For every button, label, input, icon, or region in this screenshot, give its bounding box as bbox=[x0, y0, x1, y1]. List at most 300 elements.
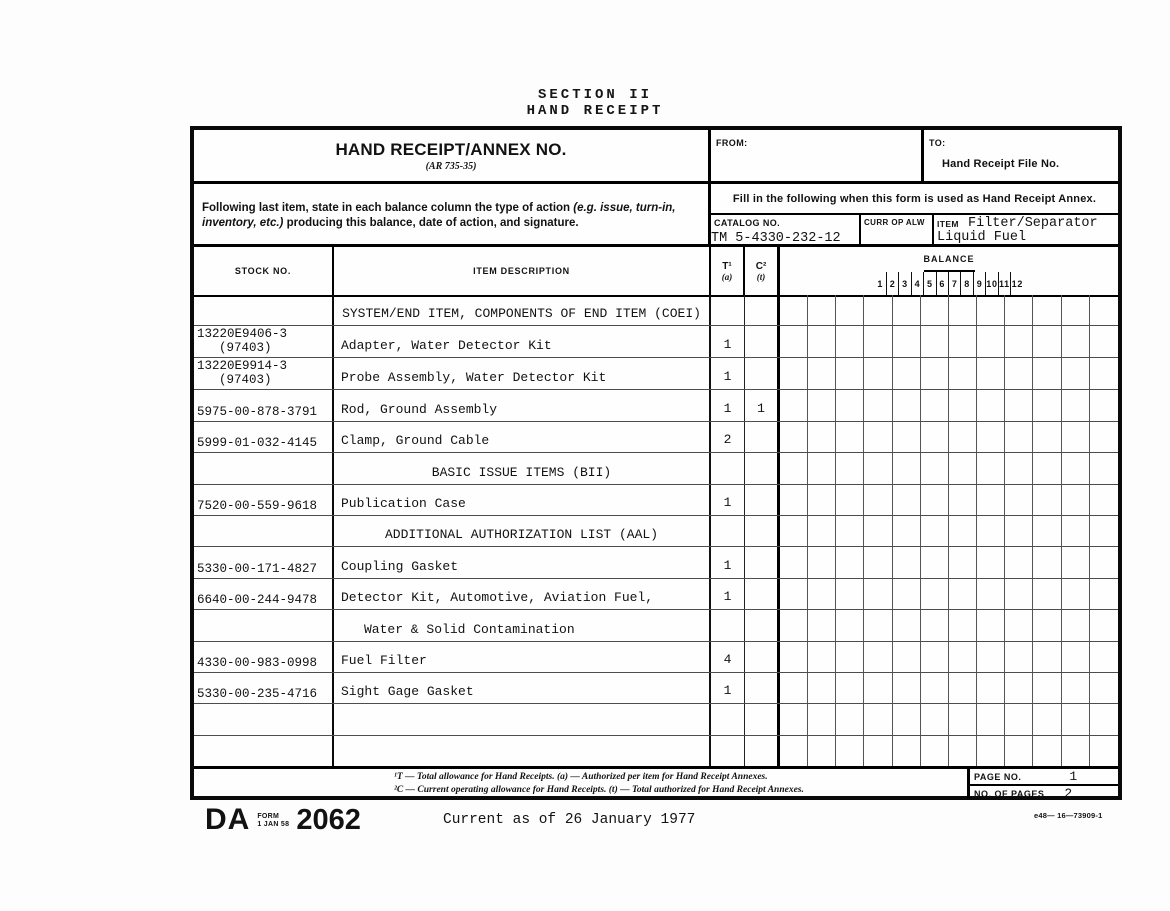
c-allowance-cell bbox=[745, 673, 780, 703]
form-subtitle: (AR 735-35) bbox=[425, 161, 477, 172]
balance-cell-10 bbox=[1033, 642, 1061, 672]
balance-cell-2 bbox=[808, 453, 836, 483]
balance-cell-8 bbox=[977, 516, 1005, 546]
stock-no-cell bbox=[194, 736, 334, 766]
balance-cell-10 bbox=[1033, 610, 1061, 640]
table-row bbox=[194, 390, 1118, 421]
balance-cell-8 bbox=[977, 579, 1005, 609]
stock-no-cell bbox=[194, 295, 334, 325]
balance-cell-10 bbox=[1033, 453, 1061, 483]
item-description-text: Publication Case bbox=[341, 495, 466, 511]
balance-cell-5 bbox=[893, 673, 921, 703]
balance-cell-2 bbox=[808, 642, 836, 672]
item-description-cell bbox=[334, 516, 711, 546]
balance-cell-4 bbox=[864, 610, 892, 640]
table-row bbox=[194, 704, 1118, 735]
balance-cell-12 bbox=[1090, 358, 1118, 389]
footnotes bbox=[394, 771, 804, 796]
balance-cell-8 bbox=[977, 485, 1005, 515]
table-row bbox=[194, 422, 1118, 453]
stock-no-line2: (97403) bbox=[219, 341, 272, 356]
stock-no-cell bbox=[194, 579, 334, 609]
balance-cell-11 bbox=[1062, 358, 1090, 389]
stock-no-cell bbox=[194, 673, 334, 703]
balance-cell-10 bbox=[1033, 736, 1061, 766]
balance-cell-1 bbox=[780, 358, 808, 389]
balance-cell-11 bbox=[1062, 736, 1090, 766]
balance-cell-2 bbox=[808, 326, 836, 357]
balance-cell-5 bbox=[893, 642, 921, 672]
balance-cell-8 bbox=[977, 736, 1005, 766]
balance-cell-7 bbox=[949, 422, 977, 452]
balance-cell-4 bbox=[864, 326, 892, 357]
stock-no-line1: 7520-00-559-9618 bbox=[197, 498, 318, 513]
balance-cell-11 bbox=[1062, 390, 1090, 420]
item-description-cell bbox=[334, 610, 711, 640]
form-word: FORM bbox=[257, 813, 280, 820]
item-description-text: Fuel Filter bbox=[341, 652, 427, 668]
balance-cell-10 bbox=[1033, 579, 1061, 609]
balance-cell-4 bbox=[864, 390, 892, 420]
balance-cell-3 bbox=[836, 736, 864, 766]
balance-cell-6 bbox=[921, 390, 949, 420]
c-allowance-cell bbox=[745, 579, 780, 609]
balance-cell-6 bbox=[921, 642, 949, 672]
balance-cell-1 bbox=[780, 610, 808, 640]
balance-cell-2 bbox=[808, 390, 836, 420]
balance-cell-10 bbox=[1033, 485, 1061, 515]
item-description-text: BASIC ISSUE ITEMS (BII) bbox=[431, 464, 612, 480]
balance-cell-4 bbox=[864, 485, 892, 515]
item-description-text: Coupling Gasket bbox=[341, 558, 459, 574]
stock-no-line1: 5975-00-878-3791 bbox=[197, 404, 318, 419]
catalog-no-label: CATALOG NO. bbox=[714, 218, 781, 228]
c-allowance-cell bbox=[745, 453, 780, 483]
balance-cell-1 bbox=[780, 704, 808, 734]
balance-cell-8 bbox=[977, 422, 1005, 452]
balance-cell-5 bbox=[893, 736, 921, 766]
balance-column-numbers bbox=[874, 272, 1023, 295]
balance-cell-2 bbox=[808, 485, 836, 515]
balance-cell-11 bbox=[1062, 326, 1090, 357]
from-label: FROM: bbox=[716, 138, 748, 148]
balance-cell-8 bbox=[977, 326, 1005, 357]
table-row bbox=[194, 295, 1118, 326]
balance-cell-8 bbox=[977, 358, 1005, 389]
balance-cell-4 bbox=[864, 579, 892, 609]
balance-instruction bbox=[194, 184, 711, 247]
stock-no-cell bbox=[194, 358, 334, 389]
balance-cell-3 bbox=[836, 516, 864, 546]
balance-cell-1 bbox=[780, 326, 808, 357]
balance-cell-3 bbox=[836, 358, 864, 389]
balance-cell-3 bbox=[836, 453, 864, 483]
balance-cell-6 bbox=[921, 547, 949, 577]
balance-cell-10 bbox=[1033, 516, 1061, 546]
balance-cell-10 bbox=[1033, 358, 1061, 389]
balance-cell-7 bbox=[949, 326, 977, 357]
balance-cell-6 bbox=[921, 358, 949, 389]
balance-cell-9 bbox=[1005, 326, 1033, 357]
balance-cell-11 bbox=[1062, 516, 1090, 546]
balance-col-7: 7 bbox=[949, 272, 961, 295]
balance-cell-2 bbox=[808, 736, 836, 766]
form-title: HAND RECEIPT/ANNEX NO. bbox=[335, 140, 567, 159]
section-heading bbox=[455, 87, 735, 119]
balance-cell-5 bbox=[893, 704, 921, 734]
form-title-cell bbox=[194, 130, 711, 184]
c-allowance-cell bbox=[745, 704, 780, 734]
stock-no-line1: 13220E9914-3 bbox=[197, 359, 288, 374]
section-heading-line1: SECTION II bbox=[537, 87, 652, 103]
balance-cell-8 bbox=[977, 295, 1005, 325]
table-row bbox=[194, 326, 1118, 358]
section-heading-line2: HAND RECEIPT bbox=[526, 103, 664, 119]
item-description-cell bbox=[334, 673, 711, 703]
footnote-2: ²C — Current operating allowance for Hand Receipts. (t) — Total authorized for Hand Receipt Annexes. bbox=[394, 784, 804, 795]
balance-cell-2 bbox=[808, 579, 836, 609]
stock-no-line1: 5330-00-171-4827 bbox=[197, 561, 318, 576]
balance-cell-6 bbox=[921, 673, 949, 703]
balance-col-5: 5 bbox=[924, 272, 936, 295]
balance-cell-9 bbox=[1005, 485, 1033, 515]
t-allowance-cell: 1 bbox=[711, 358, 745, 389]
item-description-cell bbox=[334, 326, 711, 357]
no-of-pages-value: 2 bbox=[1064, 786, 1073, 801]
catalog-no-field bbox=[711, 215, 861, 247]
balance-cell-5 bbox=[893, 422, 921, 452]
balance-cell-9 bbox=[1005, 736, 1033, 766]
balance-cell-7 bbox=[949, 736, 977, 766]
balance-cell-2 bbox=[808, 704, 836, 734]
table-body bbox=[194, 295, 1118, 766]
table-row bbox=[194, 610, 1118, 641]
stock-no-cell bbox=[194, 610, 334, 640]
stock-no-cell bbox=[194, 704, 334, 734]
hand-receipt-file-no-label: Hand Receipt File No. bbox=[942, 158, 1060, 170]
balance-col-4: 4 bbox=[912, 272, 924, 295]
item-field bbox=[934, 215, 1118, 247]
balance-cell-11 bbox=[1062, 422, 1090, 452]
balance-cell-11 bbox=[1062, 579, 1090, 609]
item-description-text: Detector Kit, Automotive, Aviation Fuel, bbox=[341, 590, 654, 606]
item-value-line2: Liquid Fuel bbox=[937, 230, 1027, 245]
stock-no-cell bbox=[194, 453, 334, 483]
instruction-text-3: producing this balance, date of action, and signature. bbox=[283, 216, 579, 229]
no-of-pages-row bbox=[970, 786, 1118, 801]
balance-cell-1 bbox=[780, 516, 808, 546]
balance-col-11: 11 bbox=[999, 272, 1011, 295]
balance-cell-11 bbox=[1062, 610, 1090, 640]
table-row bbox=[194, 579, 1118, 610]
item-description-text: Sight Gage Gasket bbox=[341, 684, 474, 700]
balance-cell-12 bbox=[1090, 326, 1118, 357]
balance-cell-8 bbox=[977, 704, 1005, 734]
page-no-label: PAGE NO. bbox=[974, 771, 1022, 782]
c-allowance-cell bbox=[745, 642, 780, 672]
balance-cell-10 bbox=[1033, 295, 1061, 325]
balance-cell-5 bbox=[893, 579, 921, 609]
balance-cell-12 bbox=[1090, 485, 1118, 515]
form-identifier bbox=[205, 804, 361, 836]
table-row bbox=[194, 358, 1118, 390]
balance-cell-12 bbox=[1090, 422, 1118, 452]
balance-cell-4 bbox=[864, 516, 892, 546]
item-description-text: Probe Assembly, Water Detector Kit bbox=[341, 370, 607, 386]
balance-cell-12 bbox=[1090, 642, 1118, 672]
item-description-cell bbox=[334, 390, 711, 420]
table-row bbox=[194, 485, 1118, 516]
balance-cell-11 bbox=[1062, 704, 1090, 734]
balance-col-10: 10 bbox=[986, 272, 998, 295]
t-allowance-cell bbox=[711, 516, 745, 546]
balance-cell-2 bbox=[808, 610, 836, 640]
balance-cell-1 bbox=[780, 390, 808, 420]
to-label: TO: bbox=[929, 138, 946, 148]
balance-cell-1 bbox=[780, 295, 808, 325]
c-sub-label: (t) bbox=[756, 271, 766, 282]
balance-cell-5 bbox=[893, 547, 921, 577]
balance-cell-7 bbox=[949, 485, 977, 515]
c-column-header bbox=[745, 247, 780, 295]
balance-cell-4 bbox=[864, 358, 892, 389]
balance-cell-12 bbox=[1090, 295, 1118, 325]
balance-cell-5 bbox=[893, 453, 921, 483]
page-number-box bbox=[967, 769, 1118, 799]
balance-cell-11 bbox=[1062, 453, 1090, 483]
balance-cell-9 bbox=[1005, 579, 1033, 609]
balance-cell-1 bbox=[780, 579, 808, 609]
t-allowance-cell bbox=[711, 610, 745, 640]
t-allowance-cell bbox=[711, 736, 745, 766]
balance-cell-7 bbox=[949, 642, 977, 672]
balance-cell-9 bbox=[1005, 453, 1033, 483]
t-allowance-cell: 2 bbox=[711, 422, 745, 452]
balance-cell-6 bbox=[921, 704, 949, 734]
stock-no-cell bbox=[194, 642, 334, 672]
c-allowance-cell bbox=[745, 610, 780, 640]
table-header-row bbox=[194, 247, 1118, 297]
balance-cell-4 bbox=[864, 453, 892, 483]
page-no-row bbox=[970, 769, 1118, 786]
item-description-text: ADDITIONAL AUTHORIZATION LIST (AAL) bbox=[384, 527, 659, 543]
balance-cell-11 bbox=[1062, 547, 1090, 577]
balance-cell-10 bbox=[1033, 422, 1061, 452]
balance-cell-11 bbox=[1062, 295, 1090, 325]
t-allowance-cell: 1 bbox=[711, 390, 745, 420]
print-code: e48— 16—73909-1 bbox=[1034, 811, 1103, 820]
balance-cell-2 bbox=[808, 422, 836, 452]
stock-no-cell bbox=[194, 516, 334, 546]
balance-cell-2 bbox=[808, 516, 836, 546]
balance-cell-9 bbox=[1005, 704, 1033, 734]
balance-cell-3 bbox=[836, 485, 864, 515]
da-label: DA bbox=[205, 803, 251, 836]
balance-cell-8 bbox=[977, 547, 1005, 577]
footnote-1: ¹T — Total allowance for Hand Receipts. (a) — Authorized per item for Hand Receipt Annexes. bbox=[394, 772, 768, 782]
balance-cell-4 bbox=[864, 642, 892, 672]
stock-no-header: STOCK NO. bbox=[194, 247, 334, 295]
balance-col-6: 6 bbox=[937, 272, 949, 295]
item-description-cell bbox=[334, 422, 711, 452]
table-row bbox=[194, 642, 1118, 673]
balance-cell-7 bbox=[949, 704, 977, 734]
balance-header bbox=[780, 247, 1118, 295]
balance-cell-6 bbox=[921, 295, 949, 325]
item-description-cell bbox=[334, 485, 711, 515]
balance-cell-4 bbox=[864, 547, 892, 577]
balance-cell-12 bbox=[1090, 516, 1118, 546]
t-sub-label: (a) bbox=[721, 271, 733, 282]
balance-cell-12 bbox=[1090, 579, 1118, 609]
balance-cell-6 bbox=[921, 579, 949, 609]
balance-col-1: 1 bbox=[874, 272, 886, 295]
t-allowance-cell bbox=[711, 704, 745, 734]
balance-col-12: 12 bbox=[1011, 278, 1024, 289]
balance-cell-7 bbox=[949, 547, 977, 577]
balance-cell-9 bbox=[1005, 610, 1033, 640]
balance-cell-9 bbox=[1005, 642, 1033, 672]
stock-no-cell bbox=[194, 422, 334, 452]
balance-cell-6 bbox=[921, 485, 949, 515]
item-description-cell bbox=[334, 642, 711, 672]
item-description-cell bbox=[334, 453, 711, 483]
balance-cell-4 bbox=[864, 422, 892, 452]
balance-cell-1 bbox=[780, 642, 808, 672]
page-no-value: 1 bbox=[1069, 769, 1078, 784]
item-label: ITEM bbox=[937, 219, 959, 229]
balance-cell-6 bbox=[921, 453, 949, 483]
c-allowance-cell bbox=[745, 295, 780, 325]
balance-cell-4 bbox=[864, 704, 892, 734]
stock-no-line1: 4330-00-983-0998 bbox=[197, 655, 318, 670]
item-description-text: Adapter, Water Detector Kit bbox=[341, 338, 552, 354]
t-allowance-cell bbox=[711, 295, 745, 325]
balance-cell-4 bbox=[864, 295, 892, 325]
balance-cell-8 bbox=[977, 673, 1005, 703]
balance-cell-7 bbox=[949, 610, 977, 640]
instruction-text-2: (e.g. issue, turn-in, inventory, etc.) bbox=[202, 202, 676, 229]
balance-cell-5 bbox=[893, 485, 921, 515]
t-allowance-cell bbox=[711, 453, 745, 483]
item-description-cell bbox=[334, 358, 711, 389]
t-allowance-cell: 4 bbox=[711, 642, 745, 672]
item-value-line1: Filter/Separator bbox=[968, 216, 1098, 231]
stock-no-line1: 5330-00-235-4716 bbox=[197, 687, 318, 702]
balance-cell-9 bbox=[1005, 547, 1033, 577]
balance-col-8: 8 bbox=[961, 272, 973, 295]
item-description-header: ITEM DESCRIPTION bbox=[334, 247, 711, 295]
balance-cell-9 bbox=[1005, 516, 1033, 546]
balance-col-2: 2 bbox=[887, 272, 899, 295]
item-description-cell bbox=[334, 704, 711, 734]
item-description-text: Water & Solid Contamination bbox=[364, 621, 575, 637]
balance-cell-12 bbox=[1090, 736, 1118, 766]
balance-cell-1 bbox=[780, 736, 808, 766]
form-footer bbox=[194, 766, 1118, 799]
balance-cell-10 bbox=[1033, 390, 1061, 420]
balance-cell-1 bbox=[780, 547, 808, 577]
stock-no-cell bbox=[194, 547, 334, 577]
balance-cell-2 bbox=[808, 358, 836, 389]
balance-cell-7 bbox=[949, 579, 977, 609]
balance-cell-7 bbox=[949, 673, 977, 703]
balance-cell-1 bbox=[780, 453, 808, 483]
stock-no-line1: 13220E9406-3 bbox=[197, 327, 288, 342]
to-field bbox=[924, 130, 1118, 184]
balance-cell-3 bbox=[836, 547, 864, 577]
balance-cell-12 bbox=[1090, 704, 1118, 734]
balance-cell-1 bbox=[780, 485, 808, 515]
balance-cell-9 bbox=[1005, 390, 1033, 420]
balance-cell-2 bbox=[808, 673, 836, 703]
balance-cell-12 bbox=[1090, 673, 1118, 703]
balance-cell-3 bbox=[836, 295, 864, 325]
t-allowance-cell: 1 bbox=[711, 579, 745, 609]
annex-note: Fill in the following when this form is used as Hand Receipt Annex. bbox=[711, 184, 1118, 215]
balance-cell-3 bbox=[836, 704, 864, 734]
balance-cell-12 bbox=[1090, 453, 1118, 483]
table-row bbox=[194, 547, 1118, 578]
balance-cell-5 bbox=[893, 516, 921, 546]
balance-cell-12 bbox=[1090, 610, 1118, 640]
item-description-cell bbox=[334, 547, 711, 577]
c-allowance-cell: 1 bbox=[745, 390, 780, 420]
stock-no-line1: 6640-00-244-9478 bbox=[197, 593, 318, 608]
balance-cell-8 bbox=[977, 610, 1005, 640]
t-allowance-cell: 1 bbox=[711, 485, 745, 515]
form-date: 1 JAN 58 bbox=[257, 820, 290, 828]
balance-cell-8 bbox=[977, 453, 1005, 483]
form-number: 2062 bbox=[296, 804, 361, 836]
balance-col-3: 3 bbox=[899, 272, 911, 295]
balance-cell-9 bbox=[1005, 422, 1033, 452]
balance-cell-9 bbox=[1005, 358, 1033, 389]
balance-cell-12 bbox=[1090, 390, 1118, 420]
balance-cell-11 bbox=[1062, 673, 1090, 703]
balance-cell-6 bbox=[921, 516, 949, 546]
balance-cell-4 bbox=[864, 736, 892, 766]
curr-op-alw-label: CURR OP ALW bbox=[864, 218, 925, 227]
balance-cell-6 bbox=[921, 326, 949, 357]
balance-cell-8 bbox=[977, 390, 1005, 420]
table-row bbox=[194, 453, 1118, 484]
balance-col-9: 9 bbox=[974, 272, 986, 295]
balance-cell-7 bbox=[949, 390, 977, 420]
curr-op-alw-field bbox=[861, 215, 934, 247]
form-edition bbox=[257, 813, 289, 828]
c-allowance-cell bbox=[745, 736, 780, 766]
balance-cell-2 bbox=[808, 547, 836, 577]
balance-cell-6 bbox=[921, 610, 949, 640]
stock-no-line1: 5999-01-032-4145 bbox=[197, 436, 318, 451]
t-allowance-cell: 1 bbox=[711, 673, 745, 703]
balance-cell-10 bbox=[1033, 547, 1061, 577]
balance-cell-1 bbox=[780, 673, 808, 703]
c-allowance-cell bbox=[745, 547, 780, 577]
t-label: T¹ bbox=[722, 260, 732, 272]
balance-cell-3 bbox=[836, 390, 864, 420]
balance-cell-3 bbox=[836, 579, 864, 609]
balance-cell-7 bbox=[949, 295, 977, 325]
balance-cell-3 bbox=[836, 326, 864, 357]
balance-cell-5 bbox=[893, 610, 921, 640]
current-as-of: Current as of 26 January 1977 bbox=[443, 812, 696, 828]
catalog-no-value: TM 5-4330-232-12 bbox=[711, 231, 841, 246]
balance-cell-9 bbox=[1005, 295, 1033, 325]
item-description-text: Clamp, Ground Cable bbox=[341, 433, 490, 449]
balance-cell-5 bbox=[893, 358, 921, 389]
